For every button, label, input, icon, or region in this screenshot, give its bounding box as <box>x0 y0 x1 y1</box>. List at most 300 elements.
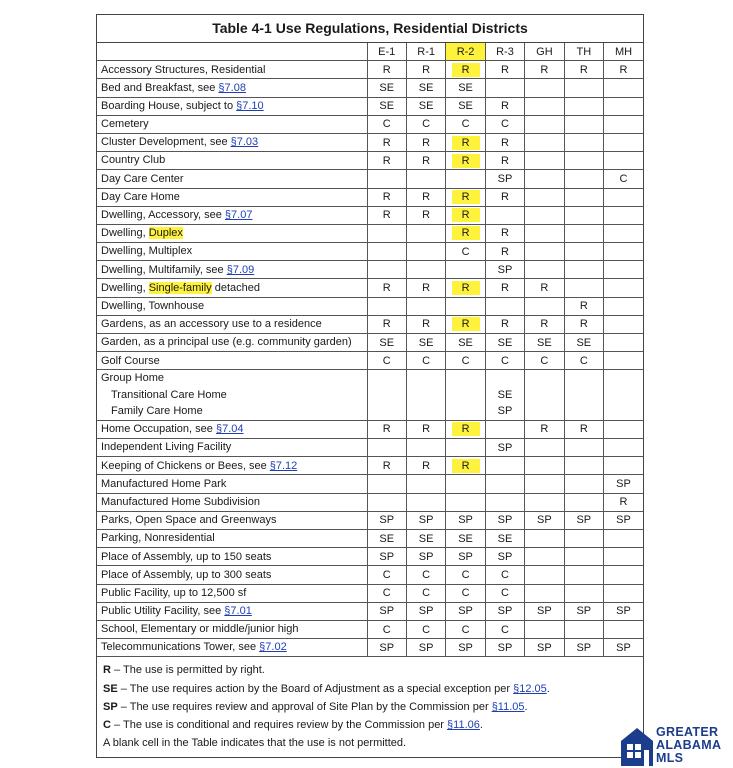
district-value-cell <box>367 475 406 493</box>
use-name-cell <box>97 420 367 438</box>
district-value-cell <box>564 261 603 279</box>
district-value-cell: SP <box>485 511 524 529</box>
district-value-cell: SP <box>604 475 643 493</box>
district-value-cell <box>564 566 603 584</box>
district-value-cell <box>525 188 564 206</box>
document-page <box>96 14 644 758</box>
district-value-cell: C <box>485 620 524 638</box>
use-name-cell <box>97 566 367 584</box>
section-reference-link[interactable]: §7.09 <box>226 263 255 276</box>
district-value-cell <box>564 493 603 511</box>
district-value-cell: R <box>367 152 406 170</box>
district-value-cell <box>446 297 485 315</box>
use-name: Accessory Structures, Residential <box>101 63 266 76</box>
district-value-cell: R <box>485 315 524 333</box>
use-name: Independent Living Facility <box>101 441 232 454</box>
table-row <box>97 315 643 333</box>
district-value-cell: R <box>525 279 564 297</box>
district-value-cell: SP <box>525 602 564 620</box>
district-value-cell: C <box>446 243 485 261</box>
use-name: Dwelling, Multifamily, see <box>101 263 227 276</box>
district-value-cell: SP <box>367 548 406 566</box>
district-value-cell: C <box>367 620 406 638</box>
table-row <box>97 530 643 548</box>
district-value-cell <box>525 261 564 279</box>
legend-code: SP <box>103 700 118 713</box>
use-name: Boarding House, subject to <box>101 99 237 112</box>
district-value-cell: SP <box>446 511 485 529</box>
district-value-cell <box>564 115 603 133</box>
use-name: Public Facility, up to 12,500 sf <box>101 586 247 599</box>
district-value-cell <box>564 79 603 97</box>
highlighted-value: R <box>452 281 480 295</box>
use-name-cell <box>97 475 367 493</box>
use-name-cell <box>97 115 367 133</box>
district-value-cell <box>604 243 643 261</box>
use-name-cell <box>97 188 367 206</box>
legend-line <box>103 661 637 679</box>
district-value-cell: R <box>485 97 524 115</box>
highlighted-value: R <box>452 317 480 331</box>
district-value-cell <box>604 352 643 370</box>
district-value-cell: SP <box>604 639 643 657</box>
use-name: Garden, as a principal use (e.g. community garden) <box>101 336 352 349</box>
district-value-cell: C <box>485 352 524 370</box>
district-value-cell: SP <box>525 511 564 529</box>
district-value-cell <box>604 133 643 151</box>
legend-code: C <box>103 718 111 731</box>
table-row <box>97 206 643 224</box>
district-value-cell: SE <box>367 79 406 97</box>
district-value-cell: SP <box>485 548 524 566</box>
legend-punct: . <box>479 718 483 731</box>
district-value-cell <box>485 457 524 475</box>
legend-code: SE <box>103 682 118 695</box>
district-value-cell: SE <box>406 97 445 115</box>
legend-line <box>103 680 637 698</box>
district-value-cell: R <box>564 61 603 79</box>
district-value-cell: R <box>406 61 445 79</box>
district-value-cell <box>367 297 406 315</box>
district-value-cell <box>367 370 406 421</box>
legend-punct: . <box>524 700 528 713</box>
district-value-cell: C <box>406 620 445 638</box>
section-reference-link[interactable]: §12.05 <box>513 682 547 695</box>
district-value-cell <box>525 457 564 475</box>
table-row <box>97 261 643 279</box>
use-name-cell <box>97 152 367 170</box>
district-value-cell <box>604 115 643 133</box>
district-value-cell <box>604 530 643 548</box>
district-value-cell <box>446 152 485 170</box>
district-value-cell: SE <box>406 530 445 548</box>
district-value-cell <box>604 370 643 421</box>
section-reference-link[interactable]: §7.10 <box>236 99 264 112</box>
use-name: Manufactured Home Park <box>101 477 227 490</box>
legend-text: A blank cell in the Table indicates that the use is not permitted. <box>103 737 407 750</box>
district-value-cell: SP <box>525 639 564 657</box>
table-title: Table 4-1 Use Regulations, Residential Districts <box>97 15 643 43</box>
use-name: Dwelling, <box>101 227 149 240</box>
district-value-cell <box>525 297 564 315</box>
district-value-cell <box>485 297 524 315</box>
district-value-cell: C <box>406 566 445 584</box>
district-value-cell <box>525 566 564 584</box>
district-value-cell: C <box>367 584 406 602</box>
section-reference-link[interactable]: §11.05 <box>491 700 525 713</box>
table-row <box>97 334 643 352</box>
district-value-cell <box>525 206 564 224</box>
table-row <box>97 115 643 133</box>
use-name-cell <box>97 548 367 566</box>
section-reference-link[interactable]: §7.01 <box>224 605 252 618</box>
watermark-line: GREATER <box>656 725 719 739</box>
highlighted-value: R <box>452 422 480 436</box>
district-value-cell: SP <box>485 170 524 188</box>
district-header-gh: GH <box>525 43 564 61</box>
district-value-cell <box>406 493 445 511</box>
district-value-cell <box>564 584 603 602</box>
district-value-cell: C <box>406 115 445 133</box>
greater-alabama-mls-watermark <box>620 724 733 768</box>
district-value-cell: C <box>525 352 564 370</box>
district-value-cell <box>446 206 485 224</box>
district-value-cell: SP <box>564 511 603 529</box>
district-value-cell <box>446 475 485 493</box>
district-value-cell: C <box>367 566 406 584</box>
district-value-cell: C <box>367 352 406 370</box>
use-name-cell <box>97 352 367 370</box>
district-value-cell: R <box>485 188 524 206</box>
district-value-cell: SP <box>485 439 524 457</box>
legend-text: – The use requires action by the Board of Adjustment as a special exception per <box>117 682 514 695</box>
use-name: Manufactured Home Subdivision <box>101 495 260 508</box>
district-value-cell: SP <box>406 511 445 529</box>
district-value-cell <box>525 133 564 151</box>
use-name-cell <box>97 602 367 620</box>
use-name: Bed and Breakfast, see <box>101 81 219 94</box>
district-value-cell: SP <box>564 602 603 620</box>
district-value-cell <box>525 548 564 566</box>
section-reference-link[interactable]: §7.07 <box>224 209 253 222</box>
district-value-cell: SP <box>485 261 524 279</box>
use-name-cell <box>97 79 367 97</box>
use-regulations-table <box>97 43 643 657</box>
district-value-cell <box>406 439 445 457</box>
district-value-cell <box>446 493 485 511</box>
highlighted-value: R <box>452 459 480 473</box>
district-value-cell: SP <box>446 602 485 620</box>
district-value-cell <box>525 439 564 457</box>
district-value-cell: SE <box>367 334 406 352</box>
district-value-cell: R <box>485 152 524 170</box>
district-value-cell: SE <box>446 334 485 352</box>
legend-punct: . <box>546 682 550 695</box>
district-value-cell <box>604 315 643 333</box>
highlighted-value: R <box>452 226 480 240</box>
highlighted-value: R <box>452 63 480 77</box>
district-value-cell: C <box>367 115 406 133</box>
district-value-cell <box>367 170 406 188</box>
use-name-cell <box>97 170 367 188</box>
district-value-cell <box>604 188 643 206</box>
district-value-cell: R <box>406 206 445 224</box>
district-value-cell <box>604 439 643 457</box>
table-row <box>97 243 643 261</box>
district-value-cell: R <box>367 133 406 151</box>
use-name-cell <box>97 133 367 151</box>
use-name: Place of Assembly, up to 150 seats <box>101 550 272 563</box>
use-name: Gardens, as an accessory use to a residence <box>101 318 322 331</box>
use-name-cell <box>97 334 367 352</box>
table-row <box>97 639 643 657</box>
district-value-cell <box>446 315 485 333</box>
legend-line <box>103 716 637 734</box>
district-header-mh: MH <box>604 43 643 61</box>
use-name-cell <box>97 530 367 548</box>
district-value-cell <box>564 97 603 115</box>
district-value-cell: SE <box>525 334 564 352</box>
district-header-row <box>97 43 643 61</box>
table-row <box>97 133 643 151</box>
highlighted-value: R <box>452 208 480 222</box>
district-value-cell <box>525 493 564 511</box>
district-value-cell <box>564 548 603 566</box>
use-name: Place of Assembly, up to 300 seats <box>101 568 272 581</box>
district-value-cell <box>367 439 406 457</box>
table-row <box>97 566 643 584</box>
district-value-cell: SE <box>406 334 445 352</box>
table-row <box>97 352 643 370</box>
use-name: Public Utility Facility, see <box>101 605 225 618</box>
district-value-cell <box>525 170 564 188</box>
house-icon <box>620 726 654 766</box>
section-reference-link[interactable]: §7.03 <box>230 136 259 149</box>
section-reference-link[interactable]: §7.04 <box>215 423 244 436</box>
district-value-cell: R <box>525 61 564 79</box>
district-value-cell: SP <box>406 639 445 657</box>
district-value-cell <box>604 620 643 638</box>
highlighted-value: R <box>452 190 480 204</box>
district-value-cell: SE <box>564 334 603 352</box>
district-value-cell <box>525 530 564 548</box>
district-value-cell <box>446 420 485 438</box>
district-value-cell <box>485 420 524 438</box>
district-value-cell <box>525 152 564 170</box>
table-row <box>97 420 643 438</box>
district-value-cell: R <box>367 188 406 206</box>
district-value-cell <box>604 206 643 224</box>
legend-line <box>103 698 637 716</box>
district-value-cell: SE <box>446 79 485 97</box>
highlighted-value: R <box>452 154 480 168</box>
section-reference-link[interactable]: §7.02 <box>259 641 287 654</box>
section-reference-link[interactable]: §7.12 <box>269 459 298 472</box>
district-value-cell: C <box>446 620 485 638</box>
district-value-cell <box>446 188 485 206</box>
district-value-cell <box>525 475 564 493</box>
district-value-cell: R <box>406 279 445 297</box>
district-value-cell <box>525 224 564 242</box>
highlighted-term: Duplex <box>148 227 183 240</box>
use-name-cell <box>97 97 367 115</box>
sub-use-name: Family Care Home <box>111 405 203 418</box>
district-value-cell: SE <box>367 97 406 115</box>
district-value-cell <box>564 475 603 493</box>
watermark-line: MLS <box>656 751 684 765</box>
district-value-cell <box>485 206 524 224</box>
use-name: Parking, Nonresidential <box>101 532 215 545</box>
use-name: Group Home <box>101 372 164 385</box>
district-value-cell: R <box>564 420 603 438</box>
district-value-cell <box>446 170 485 188</box>
district-value-cell: SP <box>406 548 445 566</box>
district-value-cell <box>604 261 643 279</box>
district-value-cell: R <box>406 152 445 170</box>
highlighted-value: R <box>452 136 480 150</box>
district-value-cell: SP <box>367 602 406 620</box>
use-name: Dwelling, Accessory, see <box>101 209 225 222</box>
district-value-cell: R <box>367 61 406 79</box>
table-row <box>97 602 643 620</box>
district-value-cell: SP <box>485 602 524 620</box>
header-use-blank <box>97 43 367 61</box>
district-value-cell: C <box>446 352 485 370</box>
district-value-cell <box>525 370 564 421</box>
use-name: Day Care Home <box>101 190 180 203</box>
district-value-cell: C <box>485 115 524 133</box>
district-value-cell <box>367 243 406 261</box>
district-value-cell <box>564 170 603 188</box>
use-name-cell <box>97 315 367 333</box>
district-value-cell: R <box>367 315 406 333</box>
district-value-cell <box>525 620 564 638</box>
table-row <box>97 493 643 511</box>
district-value-cell <box>604 548 643 566</box>
district-value-cell <box>564 152 603 170</box>
use-name-cell <box>97 206 367 224</box>
use-name-cell <box>97 511 367 529</box>
district-value-cell <box>604 584 643 602</box>
use-name: Home Occupation, see <box>101 423 216 436</box>
table-row <box>97 439 643 457</box>
district-value-cell <box>446 439 485 457</box>
use-name: Dwelling, <box>101 281 149 294</box>
district-header-e-1: E-1 <box>367 43 406 61</box>
use-name: Day Care Center <box>101 172 184 185</box>
table-row <box>97 170 643 188</box>
district-value-cell: R <box>406 420 445 438</box>
table-row <box>97 79 643 97</box>
use-name: Telecommunications Tower, see <box>101 641 260 654</box>
table-row <box>97 297 643 315</box>
table-row <box>97 370 643 421</box>
district-value-cell <box>367 261 406 279</box>
table-row <box>97 475 643 493</box>
table-row <box>97 511 643 529</box>
district-value-cell: SE <box>446 97 485 115</box>
use-name-cell <box>97 224 367 242</box>
district-value-cell <box>367 493 406 511</box>
district-value-cell <box>406 224 445 242</box>
district-value-cell: R <box>367 420 406 438</box>
district-value-cell <box>564 206 603 224</box>
district-value-cell: R <box>367 457 406 475</box>
district-value-cell <box>406 243 445 261</box>
district-value-cell <box>406 170 445 188</box>
section-reference-link[interactable]: §7.08 <box>218 81 246 94</box>
use-name-cell <box>97 261 367 279</box>
district-value-cell <box>564 457 603 475</box>
legend-code: R <box>103 664 111 677</box>
district-value-cell: SP <box>367 511 406 529</box>
use-name-cell <box>97 457 367 475</box>
section-reference-link[interactable]: §11.06 <box>447 718 480 731</box>
table-row <box>97 457 643 475</box>
district-value-cell <box>485 79 524 97</box>
district-value-cell: R <box>485 133 524 151</box>
district-value-cell: SP <box>564 639 603 657</box>
use-name: School, Elementary or middle/junior high <box>101 623 299 636</box>
use-name: Parks, Open Space and Greenways <box>101 514 277 527</box>
legend-text: – The use requires review and approval of Site Plan by the Commission per <box>117 700 492 713</box>
district-value-cell <box>485 493 524 511</box>
district-value-cell <box>446 224 485 242</box>
district-value-cell <box>564 439 603 457</box>
use-name: Cemetery <box>101 118 149 131</box>
district-value-cell <box>406 297 445 315</box>
district-value-cell <box>525 97 564 115</box>
district-value-cell <box>564 279 603 297</box>
district-value-cell <box>604 224 643 242</box>
district-value-cell <box>604 97 643 115</box>
district-value-cell: R <box>485 61 524 79</box>
district-value-cell: SP <box>367 639 406 657</box>
district-value-cell: R <box>485 243 524 261</box>
district-value-cell <box>446 261 485 279</box>
table-row <box>97 152 643 170</box>
district-value-cell <box>446 457 485 475</box>
district-value-cell <box>564 188 603 206</box>
district-value-cell: SP <box>604 511 643 529</box>
sub-use-name: Transitional Care Home <box>111 388 227 401</box>
district-value-cell: C <box>406 584 445 602</box>
district-value-cell <box>604 79 643 97</box>
district-value-cell <box>525 79 564 97</box>
table-row <box>97 620 643 638</box>
watermark-line: ALABAMA <box>656 738 722 752</box>
district-value-cell <box>564 530 603 548</box>
legend <box>97 657 643 752</box>
district-value-cell <box>604 152 643 170</box>
district-header-r-1: R-1 <box>406 43 445 61</box>
district-value-cell: R <box>604 61 643 79</box>
district-value-cell: R <box>406 315 445 333</box>
district-header-r-3: R-3 <box>485 43 524 61</box>
use-name-cell <box>97 584 367 602</box>
district-value-cell: SE <box>485 334 524 352</box>
use-name: Dwelling, Multiplex <box>101 245 193 258</box>
district-value-cell: SP <box>446 639 485 657</box>
district-value-cell: SE SP <box>485 370 524 421</box>
district-value-cell: R <box>406 457 445 475</box>
district-value-cell: SP <box>446 548 485 566</box>
district-value-cell <box>367 224 406 242</box>
district-value-cell <box>604 566 643 584</box>
district-value-cell <box>604 420 643 438</box>
district-value-cell <box>525 584 564 602</box>
district-value-cell: SP <box>604 602 643 620</box>
